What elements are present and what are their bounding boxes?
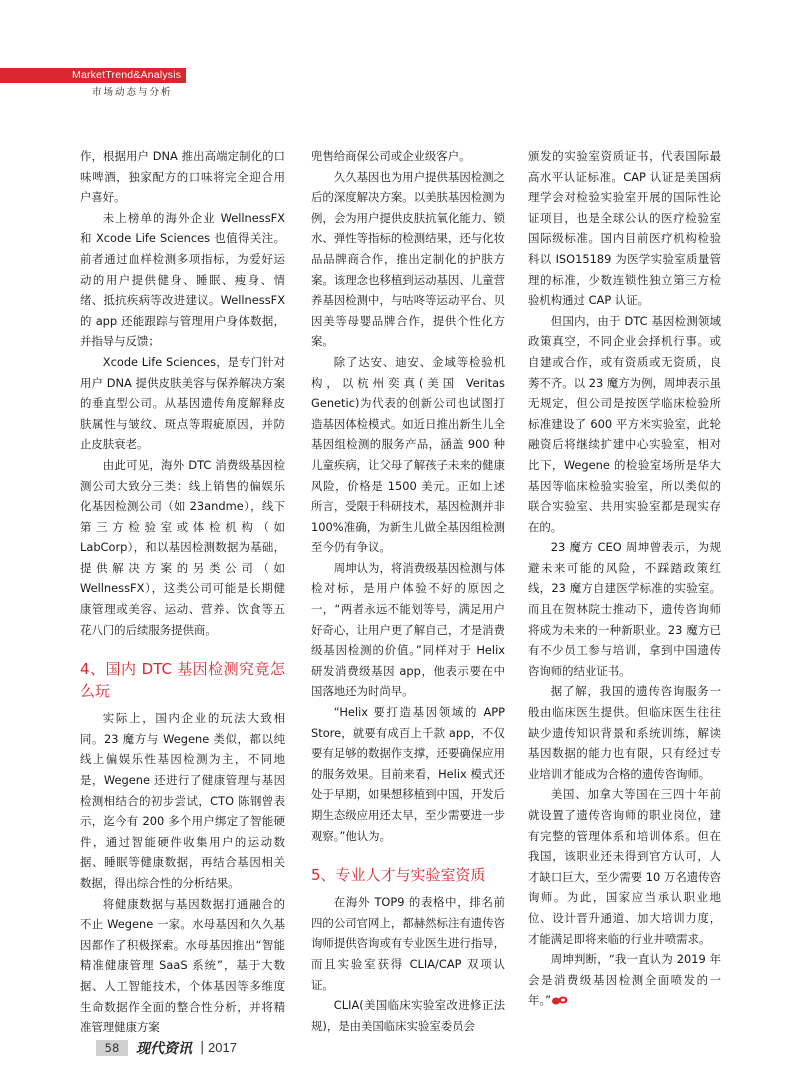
paragraph: 实际上，国内企业的玩法大致相同。23 魔方与 Wegene 类似，都以纯线上偏娱乐性基因检测为主，不同地是，Wegene 还进行了健康管理与基因检测相结合的初步尝试，CTO 陈钢曾表示，迄今有 200 多个用户绑定了智能硬件，通过智能硬件收集用户的运动数据、睡眠等健康数据，再结合基因相关数据，得出综合性的分析结果。 bbox=[80, 711, 285, 890]
paragraph: 作，根据用户 DNA 推出高端定制化的口味啤酒，独家配方的口味将完全迎合用户喜好。 bbox=[80, 149, 285, 205]
page-header bbox=[0, 68, 800, 128]
paragraph: 将健康数据与基因数据打通融合的不止 Wegene 一家。水母基因和久久基因都作了积极探索。水母基因推出“智能精准健康管理 SaaS 系统”，基于大数据、人工智能技术，个体基因等多维度生命数据作全面的整合性分析，并将精准管理健康方案 bbox=[80, 896, 285, 1035]
paragraph-final-text: 周坤判断，“我一直认为 2019 年会是消费级基因检测全面喷发的一年。” bbox=[528, 952, 721, 1008]
paragraph: “Helix 要打造基因领域的 APP Store，就要有成百上千款 app，不仅要有足够的数据作支撑，还要确保应用的服务效果。目前来看，Helix 模式还处于早期，如果想移植到中国，开发后期生态级应用还太早，至少需要进一步观察。”他认为。 bbox=[311, 705, 505, 843]
section-heading-5: 5、专业人才与实验室资质 bbox=[311, 866, 486, 885]
section-title-en: MarketTrend&Analysis bbox=[72, 69, 182, 81]
paragraph: 周坤认为，将消费级基因检测与体检对标，是用户体验不好的原因之一，“两者永远不能划等号，满足用户好奇心，让用户更了解自己，才是消费级基因检测的价值。”同样对于 Helix 研发消费级基因 app，他表示要在中国落地还为时尚早。 bbox=[311, 560, 505, 699]
column-2 bbox=[311, 146, 505, 1036]
paragraph: 久久基因也为用户提供基因检测之后的深度解决方案。以美肤基因检测为例，会为用户提供皮肤抗氧化能力、锁水、弹性等指标的检测结果，还与化妆品品牌商合作，推出定制化的护肤方案。该理念也移植到运动基因、儿童营养基因检测中，与咕咚等运动平台、贝因美等母婴品牌合作，提供个性化方案。 bbox=[311, 169, 505, 349]
paragraph: 颁发的实验室资质证书，代表国际最高水平认证标准。CAP 认证是美国病理学会对检验实验室开展的国际性论证项目，也是全球公认的医疗检验室国际级标准。国内目前医疗机构检验科以 ISO15189 为医学实验室质量管理的标准，少数连锁性独立第三方检验机构通过 CAP 认证。 bbox=[528, 149, 721, 308]
header-rule bbox=[0, 82, 186, 83]
magazine-logo: 现代资讯 bbox=[136, 1041, 192, 1057]
paragraph: 在海外 TOP9 的表格中，排名前四的公司官网上，都赫然标注有遗传咨询师提供咨询或有专业医生进行指导，而且实验室获得 CLIA/CAP 双项认证。 bbox=[311, 895, 505, 992]
paragraph: 但国内，由于 DTC 基因检测领域政策真空，不同企业会择机行事。或自建或合作，或有资质或无资质，良莠不齐。以 23 魔方为例，周坤表示虽无规定，但公司是按医学临床检验所标准建设了 600 平方米实验室，此轮融资后将继续扩建中心实验室，相对比下，Wegene 的检验室场所是华大基因等临床检验实验室，所以类似的联合实验室、共用实验室都是现实存在的。 bbox=[528, 313, 721, 534]
issue-year: 2017 bbox=[208, 1040, 237, 1055]
footer-separator: | bbox=[200, 1040, 205, 1055]
paragraph: Xcode Life Sciences，是专门针对用户 DNA 提供皮肤美容与保养解决方案的垂直型公司。从基因遗传角度解释皮肤属性与皱纹、斑点等瑕疵原因，并防止皮肤衰老。 bbox=[80, 354, 285, 452]
paragraph: 据了解，我国的遗传咨询服务一般由临床医生提供。但临床医生往往缺少遗传知识背景和系统训练，解读基因数据的能力也有限，只有经过专业培训才能成为合格的遗传咨询师。 bbox=[528, 684, 721, 781]
paragraph: 由此可见，海外 DTC 消费级基因检测公司大致分三类：线上销售的偏娱乐化基因检测公司（如 23andme），线下第三方检验室或体检机构（如 LabCorp），和以基因检测数据为基础，提供解决方案的另类公司（如 WellnessFX），这类公司可能是长期健康管理或美容、运动、营养、饮食等五花八门的后续服务提供商。 bbox=[80, 457, 285, 637]
page-number: 58 bbox=[96, 1040, 128, 1056]
column-3 bbox=[528, 146, 721, 1011]
paragraph-final bbox=[528, 949, 721, 1011]
paragraph: 兜售给商保公司或企业级客户。 bbox=[311, 149, 471, 163]
section-heading-4: 4、国内 DTC 基因检测究竟怎么玩 bbox=[80, 660, 285, 701]
section-title-cn: 市场动态与分析 bbox=[92, 87, 173, 98]
paragraph: 未上榜单的海外企业 WellnessFX 和 Xcode Life Sciences 也值得关注。前者通过血样检测多项指标，为爱好运动的用户提供健身、睡眠、瘦身、情绪、抵抗疾病等改进建议。WellnessFX 的 app 还能跟踪与管理用户身体数据，并指导与反馈； bbox=[80, 210, 285, 349]
paragraph: 23 魔方 CEO 周坤曾表示，为规避未来可能的风险，不踩踏政策红线，23 魔方自建医学标准的实验室。而且在贺林院士推动下，遗传咨询师将成为未来的一种新职业。23 魔方已有不少员工参与培训，拿到中国遗传咨询师的结业证书。 bbox=[528, 540, 721, 678]
paragraph: CLIA(美国临床实验室改进修正法规)，是由美国临床实验室委员会 bbox=[311, 998, 505, 1033]
paragraph: 除了达安、迪安、金域等检验机构，以杭州奕真(美国 Veritas Genetic)为代表的创新公司也试图打造基因体检模式。如近日推出新生儿全基因组检测的服务产品，涵盖 900 种儿童疾病，让父母了解孩子未来的健康风险，价格是 1500 美元。正如上述所言，受限于科研技术，基因检测并非 100%准确，为新生儿做全基因组检测至今仍有争议。 bbox=[311, 354, 505, 555]
column-1 bbox=[80, 146, 285, 1038]
section-banner bbox=[0, 68, 186, 82]
paragraph: 美国、加拿大等国在三四十年前就设置了遗传咨询师的职业岗位，建有完整的管理体系和培训体系。但在我国，该职业还未得到官方认可，人才缺口巨大，至少需要 10 万名遗传咨询师。为此，国家应当承认职业地位、设计晋升通道、加大培训力度，才能满足即将来临的行业井喷需求。 bbox=[528, 787, 721, 946]
article-end-icon bbox=[551, 995, 569, 1006]
